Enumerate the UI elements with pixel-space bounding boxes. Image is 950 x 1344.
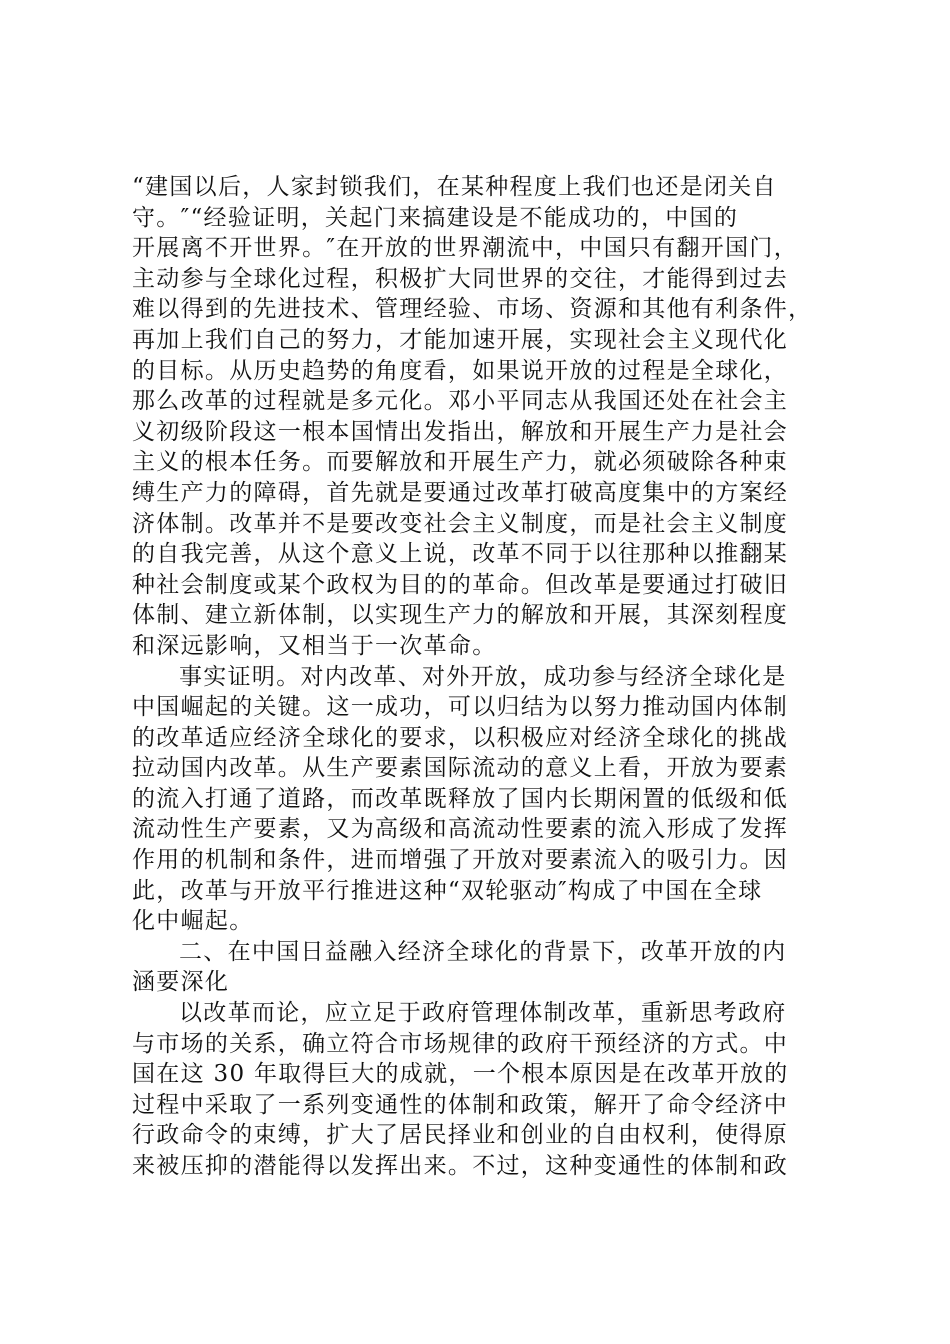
text-line: 济体制。改革并不是要改变社会主义制度，而是社会主义制度 <box>132 510 789 537</box>
text-line: 的改革适应经济全球化的要求，以积极应对经济全球化的挑战 <box>132 724 789 751</box>
text-line: 化中崛起。 <box>132 908 254 935</box>
text-line: 中国崛起的关键。这一成功，可以归结为以努力推动国内体制 <box>132 694 789 721</box>
text-line: 拉动国内改革。从生产要素国际流动的意义上看，开放为要素 <box>132 755 789 782</box>
text-line: 国在这 30 年取得巨大的成就，一个根本原因是在改革开放的 <box>132 1061 789 1088</box>
text-line: 种社会制度或某个政权为目的的革命。但改革是要通过打破旧 <box>132 571 789 598</box>
text-line: 缚生产力的障碍，首先就是要通过改革打破高度集中的方案经 <box>132 479 789 506</box>
text-line: 来被压抑的潜能得以发挥出来。不过，这种变通性的体制和政 <box>132 1153 789 1179</box>
paragraph-start-line: 以改革而论，应立足于政府管理体制改革，重新思考政府 <box>179 1000 787 1027</box>
text-line: 守。″“经验证明，关起门来搞建设是不能成功的，中国的 <box>132 204 739 231</box>
document-body <box>132 172 832 1182</box>
section-heading-line: 二、在中国日益融入经济全球化的背景下，改革开放的内 <box>179 938 787 965</box>
text-line: 和深远影响，又相当于一次革命。 <box>132 632 497 659</box>
text-line: 体制、建立新体制，以实现生产力的解放和开展，其深刻程度 <box>132 602 789 629</box>
text-line: 此，改革与开放平行推进这种“双轮驱动″构成了中国在全球 <box>132 877 763 904</box>
section-heading-line: 涵要深化 <box>132 969 230 996</box>
text-line: 义初级阶段这一根本国情出发指出，解放和开展生产力是社会 <box>132 418 789 445</box>
text-line: 主义的根本任务。而要解放和开展生产力，就必须破除各种束 <box>132 449 789 476</box>
paragraph-start-line: 事实证明。对内改革、对外开放，成功参与经济全球化是 <box>179 663 787 690</box>
text-line: 作用的机制和条件，进而增强了开放对要素流入的吸引力。因 <box>132 847 789 874</box>
text-line: 的流入打通了道路，而改革既释放了国内长期闲置的低级和低 <box>132 785 789 812</box>
text-line: 主动参与全球化过程，积极扩大同世界的交往，才能得到过去 <box>132 265 789 292</box>
text-line: 的目标。从历史趋势的角度看，如果说开放的过程是全球化， <box>132 357 789 384</box>
text-line: 开展离不开世界。″在开放的世界潮流中，中国只有翻开国门， <box>132 235 798 262</box>
text-line: 的自我完善，从这个意义上说，改革不同于以往那种以推翻某 <box>132 541 789 568</box>
text-line: 难以得到的先进技术、管理经验、市场、资源和其他有利条件， <box>132 296 813 323</box>
text-line: 行政命令的束缚，扩大了居民择业和创业的自由权利，使得原 <box>132 1122 789 1149</box>
text-line: 那么改革的过程就是多元化。邓小平同志从我国还处在社会主 <box>132 388 789 415</box>
text-line: “建国以后，人家封锁我们，在某种程度上我们也还是闭关自 <box>132 174 777 200</box>
text-line: 与市场的关系，确立符合市场规律的政府干预经济的方式。中 <box>132 1030 789 1057</box>
text-line: 流动性生产要素，又为高级和高流动性要素的流入形成了发挥 <box>132 816 789 843</box>
text-line: 再加上我们自己的努力，才能加速开展，实现社会主义现代化 <box>132 326 789 353</box>
text-line: 过程中采取了一系列变通性的体制和政策，解开了命令经济中 <box>132 1091 789 1118</box>
